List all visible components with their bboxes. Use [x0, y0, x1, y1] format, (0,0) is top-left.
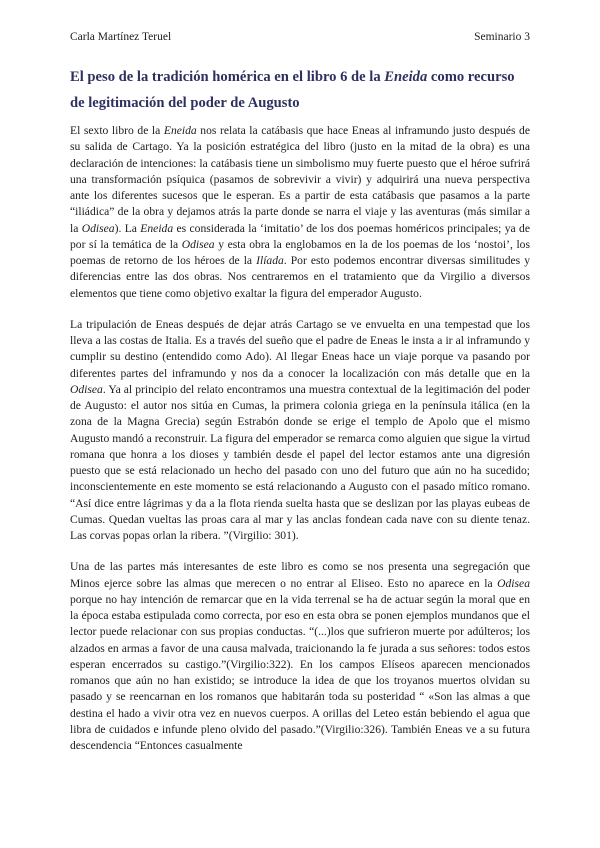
text-run: ). La — [114, 221, 141, 235]
italic-text-run: Odisea — [181, 237, 215, 251]
text-run: . Ya al principio del relato encontramos una muestra contextual de la legitimación del poder de Augusto: el autor nos sitúa en Cumas, la primera colonia griega en la península itálica (en la zona de la Magna Grecia) según Estrabón donde se erige el templo de Apolo que el mismo Augusto mandó a reconstruir. La figura del emperador se remarca como alguien que sigue la virtud romana que honra a los dioses y también desde el papel del lector estamos ante una digresión puesto que se está relacionado un hecho del pasado con uno del futuro que aún no ha sucedido; inconscientemente en este momento se está relacionando a Augusto con el pasado mítico romano. “Así dice entre lágrimas y da a la flota rienda suelta hasta que se deslizan por las playas eubeas de Cumas. Quedan vueltas las proas cara al mar y las anclas fondean cada nave con su diente tenaz. Las corvas popas orlan la ribera. ”(Virgilio: 301). — [70, 382, 530, 542]
text-run: El peso de la tradición homérica en el libro 6 de la — [70, 69, 385, 85]
header-seminar: Seminario 3 — [474, 31, 530, 43]
paragraph — [70, 123, 530, 302]
text-run: . Por esto podemos encontrar diversas similitudes y diferencias entre las dos obras. Nos centraremos en el tratamiento que da Virgilio a diversos elementos que tiene como objetivo exaltar la figura del emperador Augusto. — [70, 254, 530, 300]
italic-text-run: Eneida — [384, 69, 428, 85]
text-run: porque no hay intención de remarcar que en la vida terrenal se ha de actuar según la moral que en la época estaba estipulada como correcta, por eso en esta obra se ponen ejemplos mundanos que el lector puede relacionar con sus propias conductas. “(...)los que sufrieron muerte por adúlteros; los alzados en armas a favor de una causa malvada, traicionando la fe jurada a sus señores: todos estos esperan encerrados su castigo.”(Virgilio:322). En los campos Elíseos aparecen mencionados romanos que aún no han existido; se introduce la idea de que los troyanos muertos olvidan su pasado y se reencarnan en los romanos que habitarán toda su posteridad “ «Son las almas a que destina el hado a vivir otra vez en nuevos cuerpos. A orillas del Leteo están bebiendo el agua que libra de cuidados e infunde pleno olvido del pasado.”(Virgilio:326). También Eneas ve a su futura descendencia “Entonces casualmente — [70, 592, 530, 752]
text-run: La tripulación de Eneas después de dejar atrás Cartago se ve envuelta en una tempestad que los lleva a las costas de Italia. Es a través del sueño que el padre de Eneas le insta a ir al inframundo y cumplir su destino (entendido como Ado). Al llegar Eneas hace un viaje porque va pasando por diferentes partes del inframundo y nos da a conocer la localización con más detalle que en la — [70, 317, 530, 380]
text-run: es considerada la ‘imitatio’ de los dos poemas homéricos principales; ya de por sí la temática de la — [70, 221, 530, 251]
italic-text-run: Odisea — [497, 576, 530, 590]
italic-text-run: Odisea — [81, 221, 115, 235]
text-run: como recurso de legitimación del poder de Augusto — [70, 69, 515, 111]
text-run: y esta obra la englobamos en la de los poemas de los ‘nostoi’, los poemas de retorno de los héroes de la — [70, 237, 530, 267]
text-run: nos relata la catábasis que hace Eneas al inframundo justo después de su salida de Cartago. Ya la posición estratégica del libro (justo en la mitad de la obra) es una declaración de intenciones: la catábasis tiene un simbolismo muy fuerte puesto que el héroe sufrirá una transformación psíquica (pasamos de sobrevivir a vivir) y adquirirá una nueva perspectiva ante los diferentes sucesos que le esperan. Es a partir de esta catábasis que pasamos a la parte “iliádica” de la obra y dejamos atrás la parte donde se narra el viaje y las aventuras (más similar a la — [70, 124, 530, 235]
italic-text-run: Eneida — [163, 124, 197, 137]
paragraph — [70, 559, 530, 754]
italic-text-run: Odisea — [70, 382, 103, 396]
text-run: El sexto libro de la — [70, 124, 164, 137]
page-title — [70, 64, 530, 116]
document-body — [70, 123, 530, 754]
italic-text-run: Ilíada — [256, 254, 284, 267]
italic-text-run: Eneida — [140, 221, 174, 235]
header-author: Carla Martínez Teruel — [70, 31, 172, 43]
page-header — [70, 30, 530, 45]
text-run: Una de las partes más interesantes de este libro es como se nos presenta una segregación que Minos ejerce sobre las almas que merecen o no entrar al Eliseo. Esto no aparece en la — [70, 560, 530, 590]
paragraph — [70, 317, 530, 545]
